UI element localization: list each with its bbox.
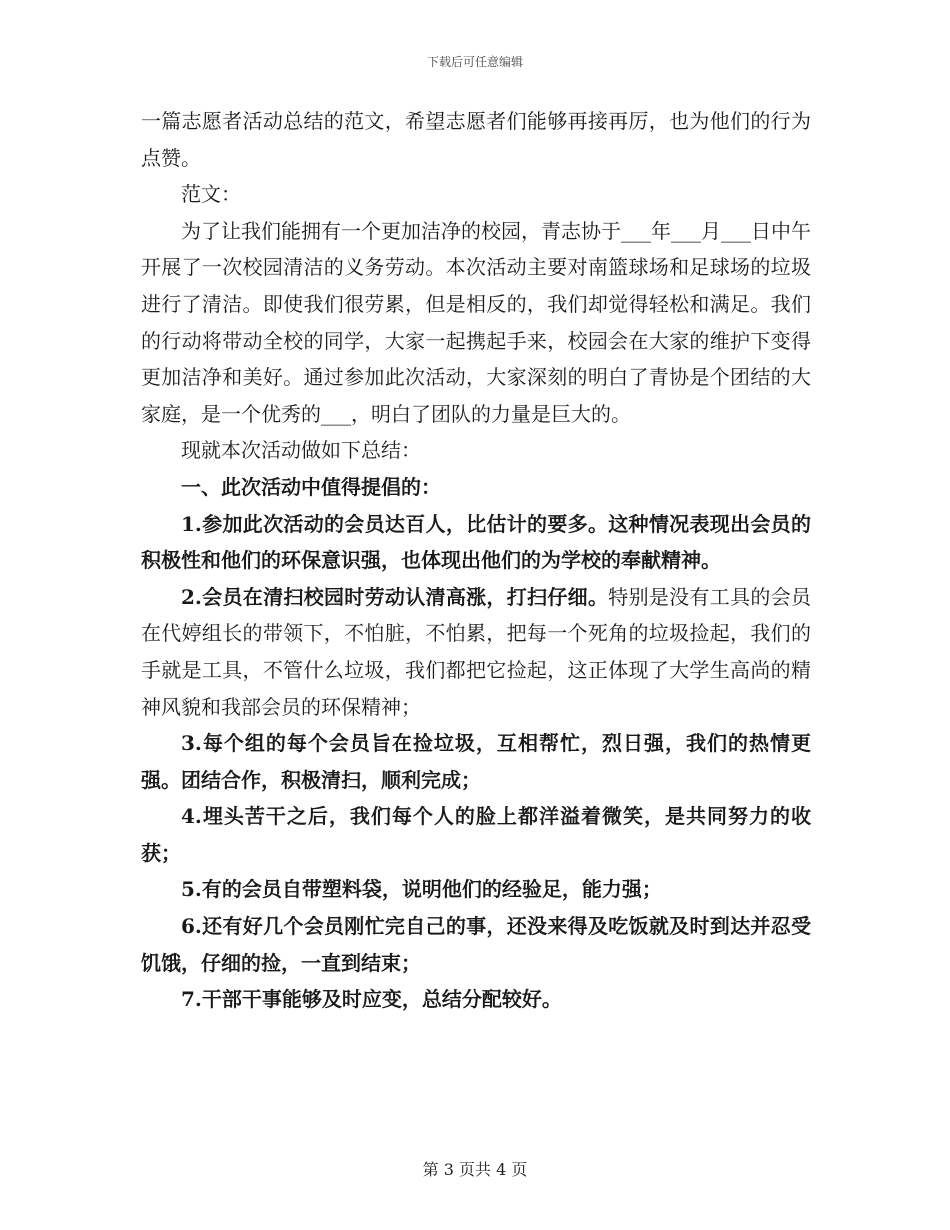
list-item-3: 3.每个组的每个会员旨在捡垃圾，互相帮忙，烈日强，我们的热情更强。团结合作，积极清扫，顺利完成； — [141, 731, 811, 792]
list-item-5: 5.有的会员自带塑料袋，说明他们的经验足，能力强； — [181, 877, 662, 902]
page-footer: 第 3 页共 4 页 — [422, 1160, 528, 1179]
section-heading: 一、此次活动中值得提倡的： — [181, 474, 441, 499]
list-item-6: 6.还有好几个会员刚忙完自己的事，还没来得及吃饭就及时到达并忍受饥饿，仔细的捡，一直到结束； — [141, 914, 811, 975]
activity-description: 为了让我们能拥有一个更加洁净的校园，青志协于___年___月___日中午开展了一次校园清洁的义务劳动。本次活动主要对南篮球场和足球场的垃圾进行了清洁。即使我们很劳累，但是相反的，我们却觉得轻松和满足。我们的行动将带动全校的同学，大家一起携起手来，校园会在大家的维护下变得更加洁净和美好。通过参加此次活动，大家深刻的明白了青协是个团结的大家庭，是一个优秀的___，明白了团队的力量是巨大的。 — [141, 218, 811, 426]
intro-paragraph: 一篇志愿者活动总结的范文，希望志愿者们能够再接再厉，也为他们的行为点赞。 — [141, 109, 811, 170]
summary-intro: 现就本次活动做如下总结： — [181, 438, 421, 463]
list-item-2 — [141, 579, 811, 725]
list-item-1: 1.参加此次活动的会员达百人，比估计的要多。这种情况表现出会员的积极性和他们的环保意识强，也体现出他们的为学校的奉献精神。 — [141, 511, 811, 573]
list-item-2-body: 特别是没有工具的会员在代婷组长的带领下，不怕脏，不怕累，把每一个死角的垃圾捡起，我们的手就是工具，不管什么垃圾，我们都把它捡起，这正体现了大学生高尚的精神风貌和我部会员的环保精神； — [141, 584, 811, 719]
list-item-4: 4.埋头苦干之后，我们每个人的脸上都洋溢着微笑，是共同努力的收获； — [141, 804, 811, 865]
sample-label: 范文： — [181, 182, 241, 207]
list-item-7: 7.干部干事能够及时应变，总结分配较好。 — [181, 987, 562, 1012]
document-body — [141, 103, 811, 1018]
page-header: 下载后可任意编辑 — [426, 55, 523, 69]
list-item-2-lead: 2.会员在清扫校园时劳动认清高涨，打扫仔细。 — [181, 584, 609, 609]
